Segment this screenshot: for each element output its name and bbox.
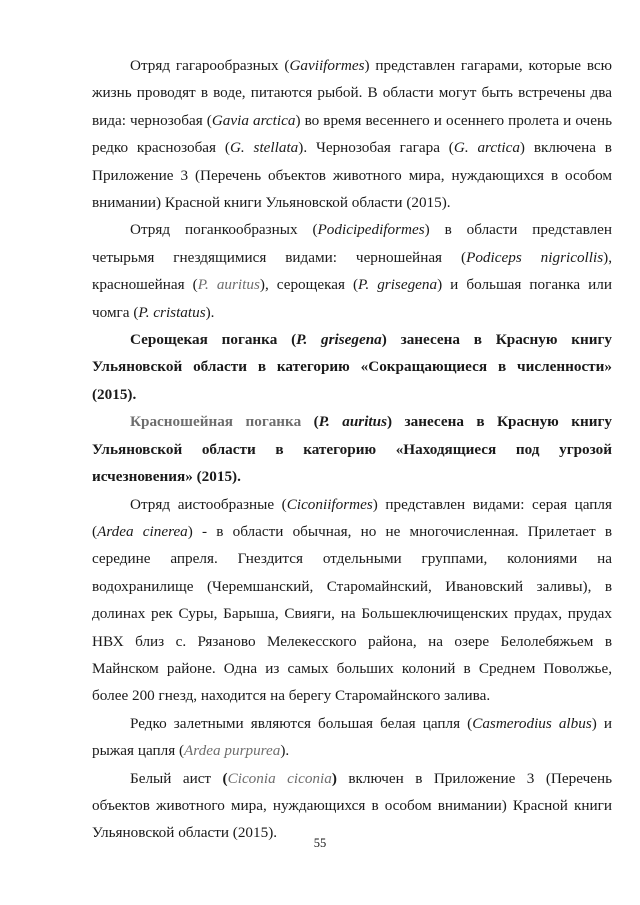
text-run: Серощекая поганка ( [130, 331, 297, 349]
species-name: P. grisegena [358, 276, 438, 294]
paragraph [92, 216, 612, 326]
species-name: Gavia arctica [211, 111, 296, 129]
document-page [92, 52, 612, 847]
text-run: ) занесена в Красную книгу Ульяновской области в категорию «Находящиеся под угрозой исчезновения» (2015). [92, 413, 612, 486]
paragraph [92, 491, 612, 710]
species-name: Podicipediformes [317, 221, 425, 239]
species-name: Casmerodius albus [472, 714, 592, 732]
species-name: P. auritus [318, 413, 388, 431]
text-run: ) представлен гагарами, которые всю жизнь проводят в воде, питаются рыбой. В области могут быть встречены два вида: чернозобая ( [92, 57, 612, 129]
text-run: Красношейная поганка [130, 413, 302, 431]
paragraph [92, 765, 612, 847]
text-run: Редко залетными являются большая белая цапля ( [130, 714, 473, 732]
text-run: ( [301, 413, 319, 431]
text-run: ( [222, 769, 228, 787]
text-run: ), красношейная ( [92, 248, 612, 294]
text-run: ) - в области обычная, но не многочисленная. Прилетает в середине апреля. Гнездится отдельными группами, колониями на водохранилище (Черемшанский, Старомайнский, Ивановский заливы), в долинах рек Суры, Барыша, Свияги, на Большеключищенских прудах, прудах НВХ близ с. Рязаново Мелекесского района, на озере Белолебяжьем в Майнском районе. Одна из самых больших колоний в Среднем Поволжье, более 200 гнезд, находится на берегу Старомайнского залива. [92, 522, 612, 705]
paragraph [92, 326, 612, 408]
text-run: ). Чернозобая гагара ( [298, 139, 454, 157]
text-run: Отряд поганкообразных ( [130, 221, 318, 239]
page-number: 55 [313, 836, 327, 850]
text-run: Белый аист [130, 769, 223, 787]
species-name: Ardea cinerea [97, 522, 188, 540]
text-run: ). [280, 742, 290, 760]
text-run: ). [205, 303, 215, 321]
text-run: ) в области представлен четырьмя гнездящимися видами: черношейная ( [92, 221, 612, 266]
species-name: Podiceps nigricollis [466, 248, 604, 266]
paragraph [92, 52, 612, 216]
species-name: Ardea purpurea [184, 742, 281, 760]
species-name: G. arctica [453, 139, 520, 157]
species-name: P. cristatus [138, 303, 206, 321]
paragraph [92, 408, 612, 490]
text-run: ) представлен видами: серая цапля ( [92, 495, 612, 540]
species-name: P. auritus [197, 276, 260, 294]
text-run: ) и рыжая цапля ( [92, 714, 613, 760]
paragraph [92, 710, 612, 765]
text-run: Отряд гагарообразных ( [130, 57, 290, 74]
body-text [92, 52, 612, 847]
species-name: Gaviiformes [289, 57, 365, 74]
text-run: ) [331, 769, 337, 787]
text-run: ) включена в Приложение 3 (Перечень объектов животного мира, нуждающихся в особом внимании) Красной книги Ульяновской области (2015). [92, 139, 612, 212]
text-run: ) и большая поганка или чомга ( [92, 276, 613, 321]
text-run: включен в Приложение 3 (Перечень объектов животного мира, нуждающихся в особом внимании) Красной книги Ульяновской области (2015). [92, 769, 612, 842]
text-run: Отряд аистообразные ( [130, 495, 287, 513]
text-run: ) занесена в Красную книгу Ульяновской области в категорию «Сокращающиеся в численности» (2015). [92, 331, 612, 403]
species-name: Ciconia ciconia [227, 769, 332, 787]
species-name: G. stellata [229, 139, 299, 157]
species-name: P. grisegena [296, 331, 382, 349]
text-run: ), серощекая ( [259, 276, 359, 294]
text-run: ) во время весеннего и осеннего пролета и очень редко краснозобая ( [92, 111, 612, 157]
species-name: Ciconiiformes [286, 495, 373, 513]
